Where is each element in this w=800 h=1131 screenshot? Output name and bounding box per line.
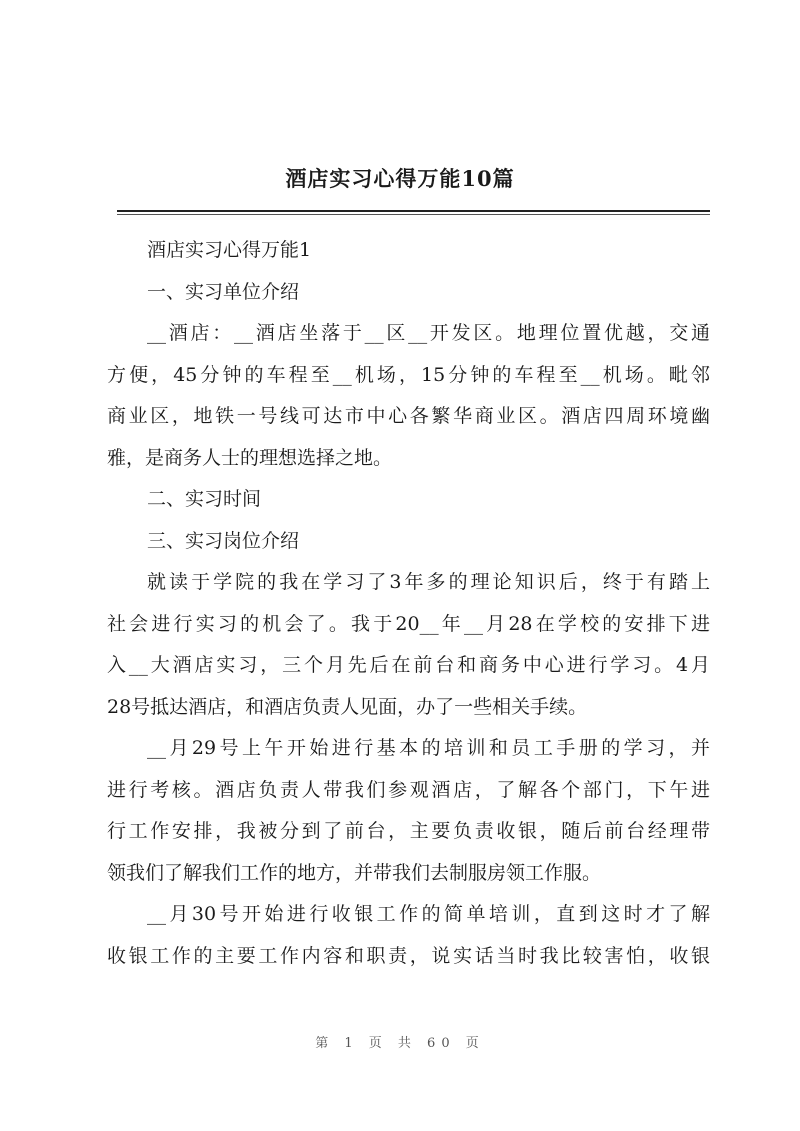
title-divider bbox=[117, 210, 710, 212]
paragraph-line: 收银工作的主要工作内容和职责，说实话当时我比较害怕，收银 bbox=[107, 944, 710, 967]
section-heading: 三、实习岗位介绍 bbox=[147, 529, 300, 552]
paragraph-line: 就读于学院的我在学习了3年多的理论知识后，终于有踏上 bbox=[147, 571, 710, 593]
paragraph-line: 行工作安排，我被分到了前台，主要负责收银，随后前台经理带 bbox=[107, 820, 710, 842]
section-heading: 酒店实习心得万能1 bbox=[147, 239, 312, 261]
paragraph-line: 28号抵达酒店，和酒店负责人见面，办了一些相关手续。 bbox=[107, 695, 588, 718]
page-number-footer: 第 1 页 共 60 页 bbox=[315, 1036, 485, 1051]
paragraph-line: 入__大酒店实习，三个月先后在前台和商务中心进行学习。4月 bbox=[107, 654, 710, 676]
paragraph-line: __月30号开始进行收银工作的简单培训，直到这时才了解 bbox=[147, 903, 710, 925]
paragraph-line: __月29号上午开始进行基本的培训和员工手册的学习，并 bbox=[147, 737, 710, 759]
paragraph-line: 领我们了解我们工作的地方，并带我们去制服房领工作服。 bbox=[107, 861, 602, 884]
paragraph-line: 商业区，地铁一号线可达市中心各繁华商业区。酒店四周环境幽 bbox=[107, 405, 710, 427]
section-heading: 一、实习单位介绍 bbox=[147, 280, 300, 303]
paragraph-line: 进行考核。酒店负责人带我们参观酒店，了解各个部门，下午进 bbox=[107, 778, 710, 801]
paragraph-line: 雅，是商务人士的理想选择之地。 bbox=[107, 446, 393, 469]
title-divider-thin bbox=[117, 214, 710, 215]
document-title: 酒店实习心得万能10篇 bbox=[285, 166, 515, 191]
paragraph-line: __酒店：__酒店坐落于__区__开发区。地理位置优越，交通 bbox=[147, 322, 710, 344]
document-body bbox=[107, 230, 710, 977]
paragraph-line: 方便，45分钟的车程至__机场，15分钟的车程至__机场。毗邻 bbox=[107, 363, 710, 386]
section-heading: 二、实习时间 bbox=[147, 488, 262, 510]
paragraph-line: 社会进行实习的机会了。我于20__年__月28在学校的安排下进 bbox=[107, 612, 710, 635]
